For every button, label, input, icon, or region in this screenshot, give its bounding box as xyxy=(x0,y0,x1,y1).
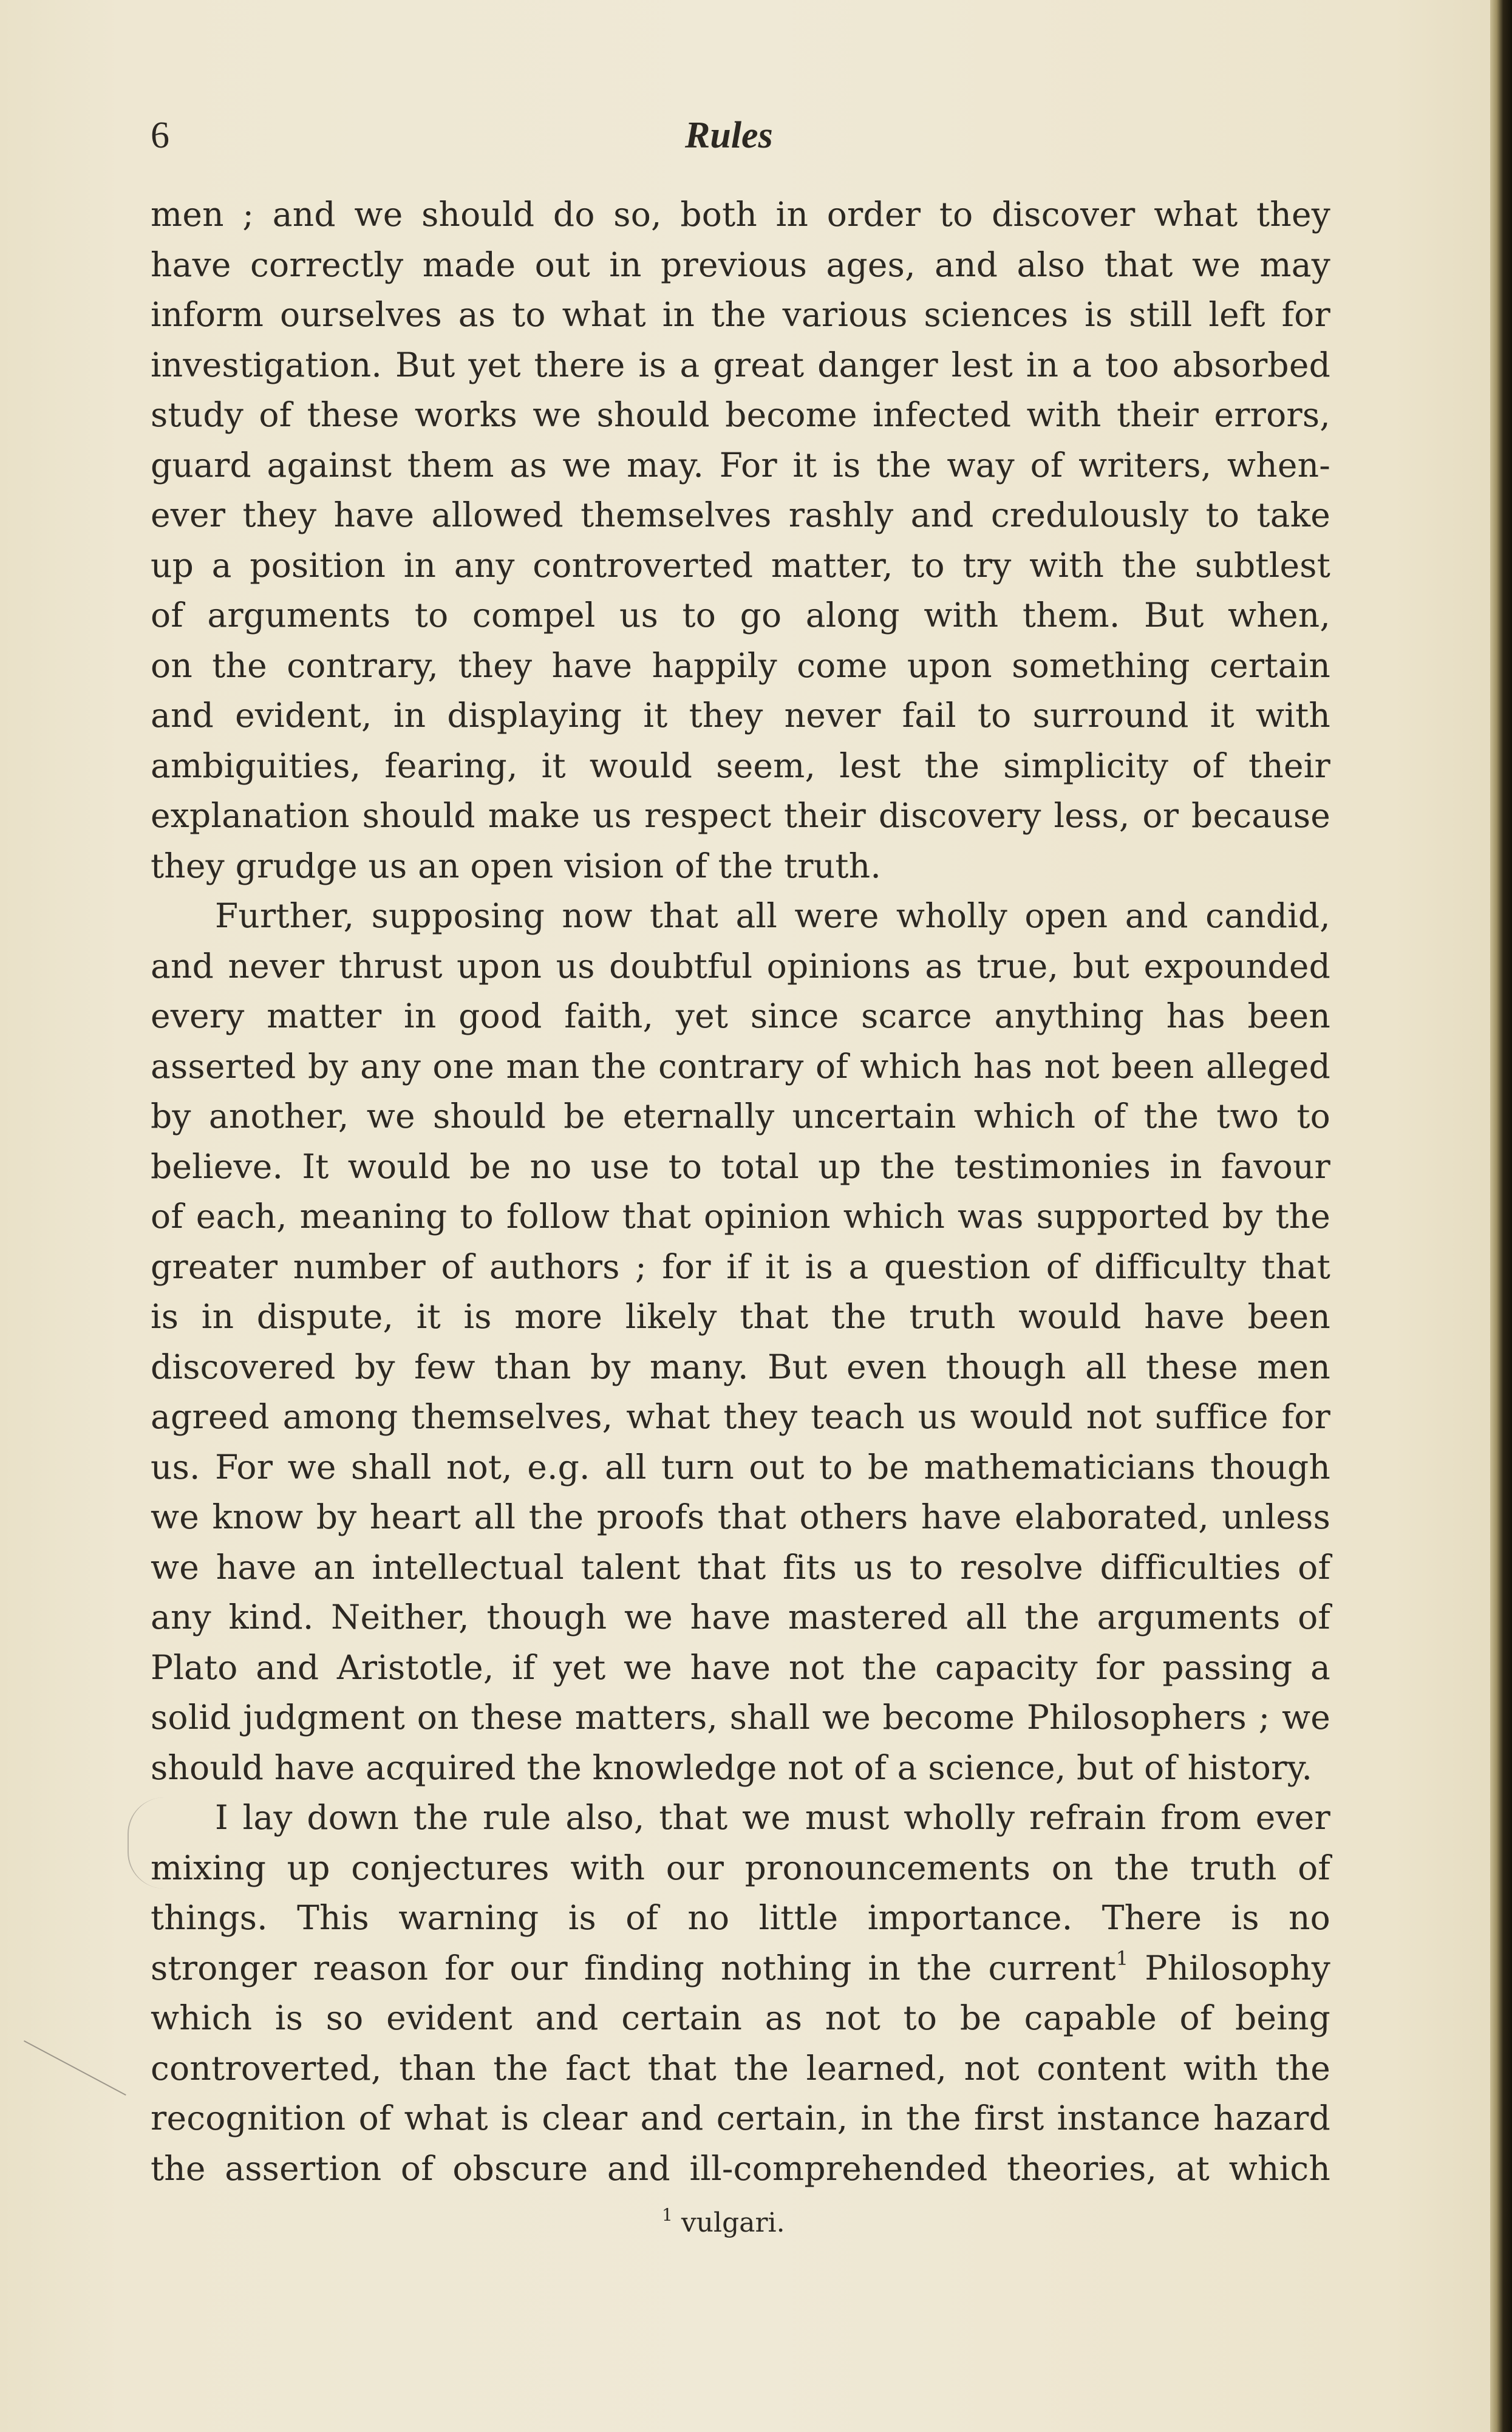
text-line: any kind. Neither, though we have mastered all the arguments of xyxy=(151,1598,1330,1637)
text-line: asserted by any one man the contrary of which has not been alleged xyxy=(151,1046,1330,1086)
text-line: ever they have allowed themselves rashly and credulously to take xyxy=(151,496,1330,534)
text-line: they grudge us an open vision of the truth. xyxy=(151,846,882,885)
footnote-text: vulgari. xyxy=(681,2207,785,2238)
text-line-part: stronger reason for our finding nothing in the current xyxy=(151,1948,1116,1987)
text-line: Further, supposing now that all were wholly open and candid, xyxy=(215,896,1330,935)
text-line: on the contrary, they have happily come upon something certain xyxy=(151,645,1330,685)
text-line: which is so evident and certain as not to be capable of being xyxy=(151,1998,1330,2037)
text-line: Plato and Aristotle, if yet we have not the capacity for passing a xyxy=(151,1647,1330,1687)
text-line: I lay down the rule also, that we must wholly refrain from ever xyxy=(215,1798,1330,1837)
footnote-marker: 1 xyxy=(662,2205,673,2225)
text-line: up a position in any controverted matter, to try with the subtlest xyxy=(151,545,1330,585)
text-line: by another, we should be eternally uncertain which of the two to xyxy=(151,1097,1330,1136)
text-line: greater number of authors ; for if it is a question of difficulty that xyxy=(151,1247,1330,1286)
text-line: is in dispute, it is more likely that the truth would have been xyxy=(151,1297,1330,1336)
text-line: ambiguities, fearing, it would seem, lest the simplicity of their xyxy=(151,746,1330,785)
text-line: believe. It would be no use to total up the testimonies in favour xyxy=(151,1146,1330,1186)
running-head xyxy=(151,108,1365,163)
pencil-margin-stroke xyxy=(24,2040,126,2096)
running-title: Rules xyxy=(685,115,773,156)
text-line: of each, meaning to follow that opinion which was supported by the xyxy=(151,1197,1330,1236)
text-line: the assertion of obscure and ill-comprehended theories, at which xyxy=(151,2148,1330,2188)
text-line: us. For we shall not, e.g. all turn out to be mathematicians though xyxy=(151,1447,1330,1487)
text-line: things. This warning is of no little importance. There is no xyxy=(151,1898,1330,1937)
text-line: agreed among themselves, what they teach us would not suffice for xyxy=(151,1397,1330,1436)
text-line: guard against them as we may. For it is the way of writers, when- xyxy=(151,445,1330,485)
text-line: should have acquired the knowledge not of a science, but of history. xyxy=(151,1748,1313,1787)
text-line: study of these works we should become infected with their errors, xyxy=(151,395,1330,434)
text-line: inform ourselves as to what in the various sciences is still left for xyxy=(151,295,1330,334)
text-line: discovered by few than by many. But even though all these men xyxy=(151,1347,1330,1386)
text-line: men ; and we should do so, both in order to discover what they xyxy=(151,195,1330,234)
footnote-reference: 1 xyxy=(1115,1946,1129,1970)
page-number: 6 xyxy=(151,115,169,156)
text-line: mixing up conjectures with our pronouncements on the truth of xyxy=(151,1848,1330,1887)
text-line: we have an intellectual talent that fits us to resolve difficulties of xyxy=(151,1547,1330,1587)
page-binding-edge xyxy=(1490,0,1512,2432)
footnote xyxy=(662,2202,1026,2244)
text-line: have correctly made out in previous ages, and also that we may xyxy=(151,245,1330,284)
text-line: controverted, than the fact that the learned, not content with the xyxy=(151,2048,1330,2088)
text-line: and never thrust upon us doubtful opinions as true, but expounded xyxy=(151,946,1330,986)
body-text xyxy=(151,189,1330,2193)
text-line: and evident, in displaying it they never fail to surround it with xyxy=(151,696,1330,735)
text-line: of arguments to compel us to go along with them. But when, xyxy=(151,596,1330,635)
text-line: solid judgment on these matters, shall we become Philosophers ; we xyxy=(151,1698,1330,1737)
text-line xyxy=(151,1943,1330,1994)
text-line: recognition of what is clear and certain, in the first instance hazard xyxy=(151,2099,1330,2137)
text-line: explanation should make us respect their discovery less, or because xyxy=(151,796,1330,835)
text-line-part: Philosophy xyxy=(1145,1948,1330,1987)
text-line: investigation. But yet there is a great danger lest in a too absorbed xyxy=(151,345,1330,384)
text-line: every matter in good faith, yet since scarce anything has been xyxy=(151,996,1330,1035)
text-line: we know by heart all the proofs that others have elaborated, unless xyxy=(151,1497,1330,1536)
